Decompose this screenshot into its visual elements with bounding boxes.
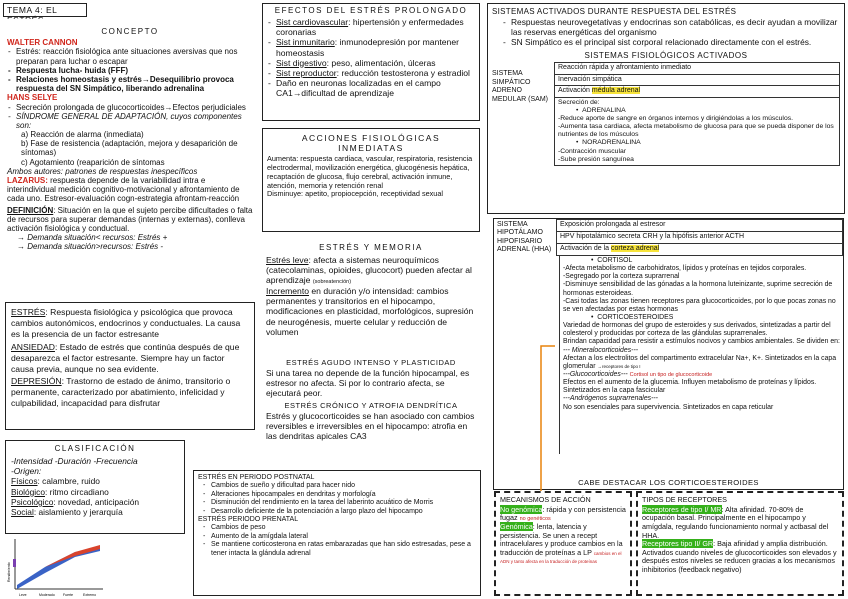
sam-secrecion [555, 97, 840, 165]
hha-row [557, 244, 843, 256]
no-genomica-note: no genéticos [519, 516, 551, 523]
definiciones-box [5, 302, 255, 430]
depresion-label: DEPRESIÓN [11, 376, 62, 387]
clas-text: : novedad, anticipación [53, 496, 140, 507]
secrecion-title: Secreción de: [558, 98, 600, 106]
hha-box [493, 218, 844, 490]
mecanismos-heading: MECANISMOS DE ACCIÓN [500, 495, 591, 504]
estres-def [11, 307, 249, 340]
incremento-text: en duración y/o intensidad: cambios permanentes y transitorios en el hipocampo, modificaciones en plasticidad, morfológicos, supresión de neurogénesis, muerte celular y reducción de volumen [266, 285, 474, 338]
gluco-desc: Efectos en el aumento de la glucemia. Influyen metabolismo de proteínas y lípidos. Sintetizados en la capa fascicular [563, 379, 817, 395]
efecto-label: Sist digestivo [276, 57, 327, 68]
sam-table [554, 62, 840, 165]
mineral-text [563, 355, 840, 371]
list-item: - Desarrollo deficiente de la potenciación a largo plazo del hipocampo [202, 508, 476, 516]
ambos-autores: Ambos autores: patrones de respuestas inespecíficos [7, 166, 198, 176]
mineral-title: --- Mineralocorticoides--- [563, 346, 639, 354]
no-genomica [500, 506, 626, 523]
acciones-heading-1: ACCIONES FISIOLÓGICAS [301, 133, 441, 143]
cannon-name: WALTER CANNON [7, 38, 78, 48]
leve-label: Estrés leve [266, 254, 309, 265]
list-item: - Cambios de peso [202, 524, 476, 532]
hha-row: Exposición prolongada al estresor [557, 220, 843, 232]
cronico-heading: ESTRÉS CRÓNICO Y ATROFIA DENDRÍTICA [284, 400, 458, 410]
cortico-desc: Brindan capacidad para resistir a estímulos nocivos y cambios ambientales. Se dividen en: [563, 338, 840, 346]
acciones-disminuye: Disminuye: apetito, propiocepción, receptividad sexual [267, 189, 444, 199]
receptor-1-label: Receptores de tipo I/ MR [642, 504, 722, 514]
receptores-heading: TIPOS DE RECEPTORES [642, 495, 727, 504]
sam-label: SISTEMA SIMPÁTICO ADRENO MEDULAR (SAM) [492, 70, 549, 103]
orange-bracket [537, 344, 557, 494]
depresion-text: : Trastorno de estado de ánimo, transitorio o permanente, caracterizado por abatimiento, infelicidad y culpabilidad, incapacidad para disfrutar [11, 376, 231, 409]
adrenalina-title: • ADRENALINA [576, 106, 626, 114]
noradrenalina-item: -Sube presión sanguínea [558, 155, 634, 163]
concepto-section [3, 19, 257, 303]
sam-row: Reacción rápida y afrontamiento inmediato [555, 63, 840, 74]
list-item [267, 58, 475, 68]
concepto-heading: CONCEPTO [101, 27, 159, 36]
hha-row: HPV hipotalámico secreta CRH y la hipófisis anterior ACTH [557, 232, 843, 244]
memoria-heading: ESTRÉS Y MEMORIA [319, 243, 423, 252]
noradrenalina-text: NORADRENALINA [582, 139, 641, 147]
list-item: - Se mantiene corticosterona en ratas embarazadas que han sido estresadas, pese a tener intacta la glándula adrenal [202, 541, 476, 558]
receptor-2-text: : Baja afinidad y amplia distribución. Activados cuando niveles de glucocorticoides son elevados y después estos niveles se reducen gracias a los mecanismos inhibitorios (feedback negativo) [642, 539, 837, 575]
genomica-label: Genómica [500, 521, 533, 531]
receptor-2-label: Receptores tipo II/ GR [642, 539, 714, 549]
graph-band-blue [17, 547, 100, 589]
sistemas-list [492, 17, 840, 47]
gluco-note: Cortisol un tipo de glucocorticoide [629, 371, 713, 378]
genomica-text: : lenta, latencia y persistencia. Se unen a recept intracelulares y produce cambios en la traducción de proteínas a LP [500, 521, 623, 557]
efectos-prolongado-box [262, 3, 480, 121]
adrenalina-item: -Reduce aporte de sangre en órganos internos y dirigiéndolas a los músculos. [558, 114, 794, 122]
hha-row-pre: Activación de la [560, 245, 611, 252]
page-title-box [3, 3, 87, 17]
hha-table [556, 219, 843, 256]
efecto-label: Sist inmunitario [276, 37, 335, 48]
sga-phase: c) Agotamiento (reaparición de síntomas [21, 157, 165, 167]
gluco-title-text: ---Glucocorticoides--- [563, 370, 628, 378]
corticoesteroides-title: • CORTICOESTEROIDES [591, 313, 674, 321]
cortisol-item: -Afecta metabolismo de carbohidratos, lípidos y proteínas en tejidos corporales. [563, 265, 807, 273]
list-item: - SN Simpático es el principal sist corporal relacionado directamente con el estrés. [502, 37, 840, 47]
no-genomica-label: No genómica [500, 504, 543, 514]
receptores-box [636, 491, 844, 596]
estres-label: ESTRÉS [11, 307, 46, 317]
list-item: - Respuesta lucha- huida (FFF) [7, 66, 253, 75]
lazarus-name: LAZARUS: [7, 176, 48, 185]
leve-text: : afecta a sistemas neuroquímicos (catecolaminas, opioides, glucocort) pueden afectar al aprendizaje [266, 254, 472, 286]
adrenalina-text: ADRENALINA [582, 106, 626, 114]
graph-svg [5, 537, 105, 597]
selye-name: HANS SELYE [7, 93, 58, 103]
list-item: - Respuestas neurovegetativas y endocrinas son catabólicas, es decir ayudan a movilizar las reservas energéticas del organismo [502, 17, 840, 37]
clas-text: : calambre, ruido [37, 476, 100, 487]
receptor-tipo-1 [642, 506, 838, 541]
cortisol-title: • CORTISOL [591, 257, 633, 264]
genomica [500, 523, 626, 566]
definicion-text: : Situación en la que el sujeto percibe dificultades o falta de recursos para superar demandas (internas y externas), conlleva activación fisiológica y conductual. [7, 205, 253, 233]
sam-system [492, 62, 840, 165]
efecto-label: Sist cardiovascular [276, 17, 349, 28]
graph-x-label: Moderado [39, 593, 55, 597]
agudo-heading: ESTRÉS AGUDO INTENSO Y PLASTICIDAD [286, 358, 456, 367]
depresion-def [11, 376, 249, 409]
efecto-text: : inmunodepresión por mantener homeostasis [276, 37, 459, 58]
mecanismos-box [494, 491, 632, 596]
ansiedad-def [11, 342, 249, 375]
stress-performance-graph [5, 537, 105, 597]
clasificacion-line2: -Origen: [11, 466, 42, 476]
memoria-leve [266, 255, 476, 286]
list-item: - Cambios de sueño y dificultad para hacer nido [202, 482, 476, 490]
postnatal-heading: ESTRÉS EN PERIODO POSTNATAL [198, 474, 315, 481]
list-item: - SÍNDROME GENERAL DE ADAPTACIÓN, cuyos componentes son: [7, 112, 253, 130]
list-item: - Estrés: reacción fisiológica ante situaciones aversivas que nos preparan para luchar o escapar [7, 47, 253, 65]
demanda-minus: → Demanda situación>recursos: Estrés - [17, 242, 164, 252]
clas-item [11, 476, 179, 486]
andro-desc: No son esenciales para supervivencia. Sintetizados en capa reticular [563, 403, 774, 411]
clas-item [11, 487, 179, 497]
list-item [267, 78, 475, 98]
cortico-text: CORTICOESTEROIDES [597, 313, 674, 321]
definicion [7, 206, 253, 234]
memoria-box [262, 238, 480, 348]
prenatal-list [198, 524, 476, 558]
list-item: - Aumento de la amígdala lateral [202, 533, 476, 541]
incremento-label: Incremento [266, 285, 309, 296]
efecto-text: Daño en neuronas localizadas en el campo CA1→dificultad de aprendizaje [276, 77, 441, 98]
clas-text: : aislamiento y jerarquía [33, 507, 123, 517]
ansiedad-label: ANSIEDAD [11, 341, 55, 352]
clasificacion-line1: -Intensidad -Duración -Frecuencia [11, 455, 138, 466]
sga-phases [7, 130, 253, 167]
genomica-note: cambios en el ADN y tanto afecta en la traducción de proteínas [500, 550, 622, 565]
list-item: - Secreción prolongada de glucocorticoides→Efectos perjudiciales [7, 103, 253, 112]
clas-item [11, 497, 179, 507]
efectos-list [267, 17, 475, 97]
clas-label: Biológico [11, 486, 45, 497]
gluco-title [563, 371, 840, 379]
noradrenalina-item: -Contracción muscular [558, 147, 626, 155]
clas-label: Físicos [11, 476, 38, 487]
list-item: - Alteraciones hipocampales en dendritas y morfología [202, 491, 476, 499]
sga-phase: b) Fase de resistencia (adaptación, mejora y desaparición de síntomas) [21, 139, 238, 158]
hha-label: SISTEMA HIPOTÁLAMO HIPOFISARIO ADRENAL (HHA) [497, 221, 552, 253]
acciones-heading-2: INMEDIATAS [338, 143, 404, 154]
agudo-box [262, 354, 480, 463]
hha-system [494, 219, 843, 256]
mineral-note: →receptores de tipo I [597, 363, 641, 369]
demanda-plus: → Demanda situación< recursos: Estrés + [17, 233, 168, 243]
cronico-text: Estrés y glucocorticoides se han asociado con cambios reversibles e irreversibles en el hipocampo: atrofia en las dendritas apicales CA3 [266, 410, 475, 441]
list-item: - Disminución del rendimiento en la tarea del laberinto acuático de Morris [202, 499, 476, 507]
receptor-1-text: : Alta afinidad. 70-80% de ocupación basal. Principalmente en el hipocampo y amígdala, regulando funcionamiento normal y actbasal del HHA. [642, 504, 829, 540]
selye-list [7, 103, 253, 131]
adrenalina-item: -Aumenta tasa cardiaca, afecta metabolismo de glucosa para que se pueda disponer de los nutrientes de los músculos [558, 123, 834, 139]
sistemas-subheading: SISTEMAS FISIOLÓGICOS ACTIVADOS [584, 50, 748, 60]
clas-text: : ritmo circadiano [45, 486, 109, 497]
sam-row: Inervación simpática [555, 74, 840, 85]
clasificacion-heading: CLASIFICACIÓN [54, 444, 136, 453]
efecto-text: : peso, alimentación, úlceras [326, 57, 436, 68]
cortico-desc: Variedad de hormonas del grupo de esteroides y sus derivados, sintetizadas a partir del colesterol y producidas por corteza de las glándulas suprarrenales. [563, 322, 831, 338]
noradrenalina-title: • NORADRENALINA [576, 139, 641, 147]
andro-title: ---Andrógenos suprarrenales--- [563, 395, 658, 403]
ansiedad-text: : Estado de estrés que continúa después de que desaparezca el factor estresante. Siempre hay un factor causa previa, aunque no sea evidente. [11, 341, 240, 374]
sam-row-pre: Activación [558, 87, 592, 95]
list-item: - Relaciones homeostasis y estrés→Desequilibrio provoca respuesta del SN Simpático, liberando adrenalina [7, 75, 253, 93]
list-item [267, 68, 475, 78]
cortisol-item: -Disminuye sensibilidad de las gónadas a la hormona luteinizante, suprime secreción de hormonas esteroideas. [563, 281, 833, 297]
lazarus [7, 176, 253, 204]
sam-row [555, 86, 840, 97]
no-genomica-text: : rápida y con persistencia fugaz [500, 504, 626, 523]
sga-phase: a) Reacción de alarma (inmediata) [21, 130, 144, 140]
cortisol-text: CORTISOL [597, 257, 633, 264]
prenatal-heading: ESTRÉS PERIODO PRENATAL [198, 515, 299, 523]
clas-item [11, 507, 179, 517]
postnatal-box [193, 470, 481, 596]
efecto-text: : hipertensión y enfermedades coronarias [276, 17, 464, 38]
efecto-label: Sist reproductor [276, 67, 337, 78]
cortisol-item: -Segregado por la corteza suprarrenal [563, 273, 680, 281]
hha-body [559, 256, 843, 454]
sistemas-box [487, 3, 845, 214]
lazarus-text: respuesta depende de la variabilidad intra e interindividual medición cognitivo-motivacional y afrontamiento de cada uno. Estresor-evaluación cogn-estrategia afrontam-reacción [7, 176, 240, 204]
leve-note: (sobreatención) [312, 279, 352, 286]
acciones-box [262, 128, 480, 232]
clas-label: Psicológico [11, 496, 54, 507]
graph-x-label: Extremo [83, 593, 97, 597]
graph-x-label: Fuerte [63, 593, 74, 597]
sistemas-heading: SISTEMAS ACTIVADOS DURANTE RESPUESTA DEL ESTRÉS [492, 7, 737, 16]
list-item [267, 17, 475, 37]
memoria-incremento [266, 286, 476, 338]
hha-footer: CABE DESTACAR LOS CORTICOESTEROIDES [578, 478, 759, 488]
list-item [267, 37, 475, 57]
graph-x-label: Leve [19, 593, 27, 597]
efectos-heading: EFECTOS DEL ESTRÉS PROLONGADO [274, 6, 468, 15]
cannon-list [7, 47, 253, 93]
page-title: TEMA 4: EL [7, 5, 58, 15]
graph-y-label: Rendimiento [7, 562, 11, 582]
agudo-text: Si una tarea no depende de la función hipocampal, es estresor no afecta. Si por lo contrario afecta, se ejecutará peor. [266, 368, 470, 399]
cortisol-item: -Casi todas las zonas tienen receptores para glucocorticoides, por lo que pocas zonas no se ven afectadas por estas hormonas [563, 297, 836, 313]
graph-band-red [45, 545, 100, 567]
mineral-desc: Afectan a los electrolitos del compartimento extracelular Na+, K+. Sintetizados en la capa glomerular [563, 354, 837, 370]
efecto-text: : reducción testosterona y estradiol [336, 67, 470, 78]
clasificacion-box [5, 440, 185, 534]
hha-row-hl: corteza adrenal [610, 245, 660, 252]
graph-marker [13, 559, 16, 567]
postnatal-list [198, 482, 476, 516]
definicion-label: DEFINICIÓN [7, 205, 54, 215]
acciones-aumenta: Aumenta: respuesta cardiaca, vascular, respiratoria, resistencia electrodermal, movilización energética, glucogénesis hepática, recaptación de glucosa, flujo cerebral, activación inmune, atención, memoria y retención renal [267, 154, 473, 190]
estres-text: : Respuesta fisiológica y psicológica que provoca cambios autonómicos, endocrinos y conductuales. La causa es la presencia de un factor estresante [11, 307, 241, 339]
sam-row-hl: médula adrenal [591, 87, 641, 95]
receptor-tipo-2 [642, 540, 838, 575]
clas-label: Social [11, 507, 34, 517]
